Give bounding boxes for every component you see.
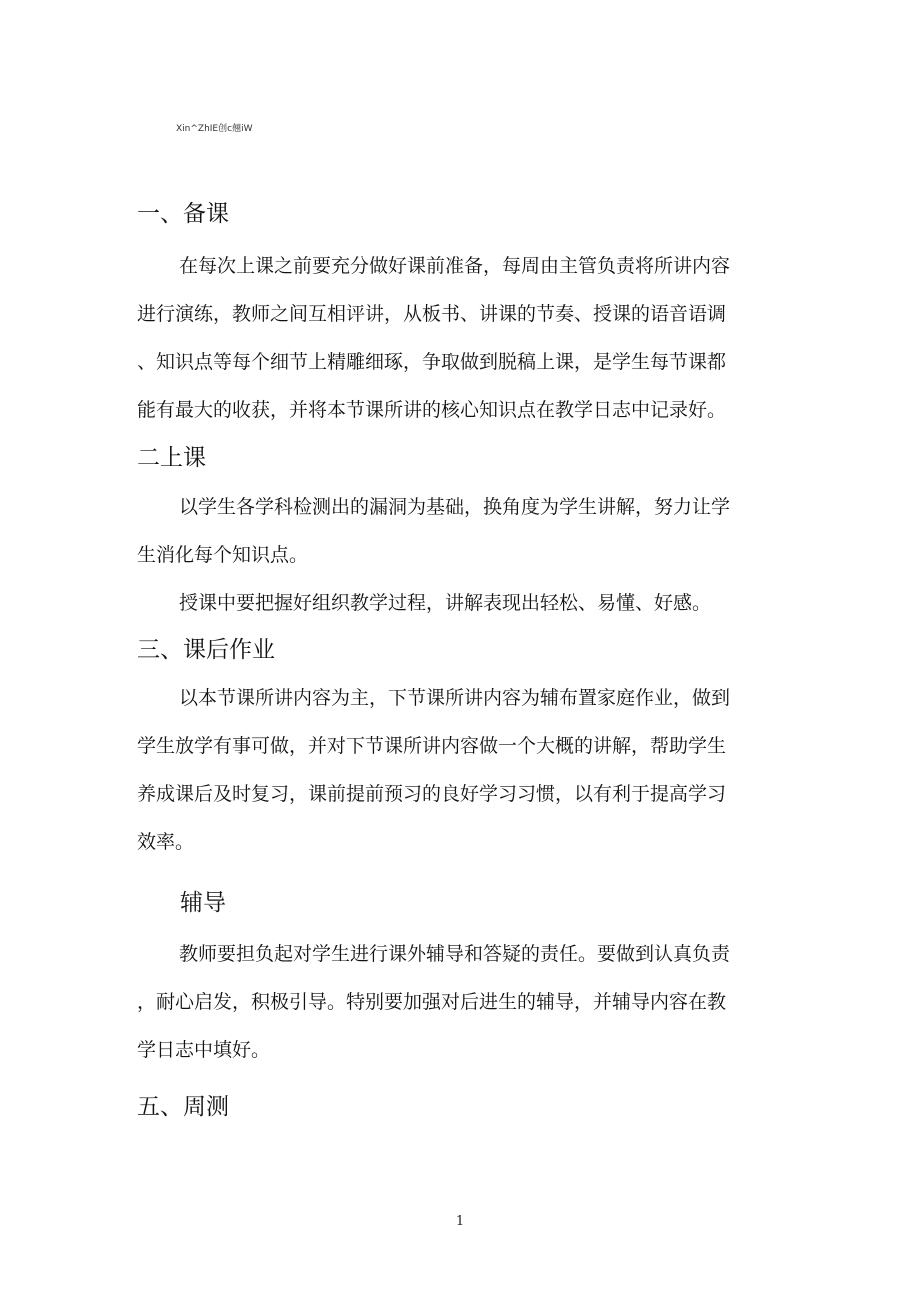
section-paragraph-tutoring <box>137 930 782 1074</box>
header-watermark: Xin^ZhIE创c翹iW <box>176 124 253 134</box>
paragraph-line: 效率。 <box>137 831 195 853</box>
paragraph-line: 能有最大的收获，并将本节课所讲的核心知识点在教学日志中记录好。 <box>137 399 727 421</box>
section-heading-class: 二上课 <box>137 445 206 471</box>
paragraph-line: 学日志中填好。 <box>137 1039 271 1061</box>
paragraph-line: 养成课后及时复习，课前提前预习的良好学习习惯，以有利于提高学习 <box>137 783 727 805</box>
page-number: 1 <box>455 1214 465 1229</box>
paragraph-line: 教师要担负起对学生进行课外辅导和答疑的责任。要做到认真负责 <box>179 943 731 965</box>
section-paragraph-prep <box>137 242 782 434</box>
section-heading-tutoring: 辅导 <box>180 890 226 916</box>
paragraph-line: ，耐心启发，积极引导。特别要加强对后进生的辅导，并辅导内容在教 <box>137 991 727 1013</box>
paragraph-line: 在每次上课之前要充分做好课前准备，每周由主管负责将所讲内容 <box>179 255 731 277</box>
paragraph-line: 以学生各学科检测出的漏洞为基础，换角度为学生讲解，努力让学 <box>179 496 731 518</box>
paragraph-line: 学生放学有事可做，并对下节课所讲内容做一个大概的讲解，帮助学生 <box>137 735 727 757</box>
paragraph-line: 授课中要把握好组织教学过程，讲解表现出轻松、易懂、好感。 <box>179 592 712 614</box>
paragraph-line: 进行演练，教师之间互相评讲，从板书、讲课的节奏、授课的语音语调 <box>137 303 727 325</box>
section-heading-homework: 三、课后作业 <box>137 637 275 663</box>
section-paragraph-homework <box>137 674 782 866</box>
paragraph-line: 、知识点等每个细节上精雕细琢，争取做到脱稿上课，是学生每节课都 <box>137 351 727 373</box>
section-heading-weekly-test: 五、周测 <box>137 1094 229 1120</box>
paragraph-line: 以本节课所讲内容为主，下节课所讲内容为辅布置家庭作业，做到 <box>179 687 731 709</box>
section-paragraph-class <box>137 483 782 627</box>
section-heading-prep: 一、备课 <box>137 201 229 227</box>
paragraph-line: 生消化每个知识点。 <box>137 544 309 566</box>
